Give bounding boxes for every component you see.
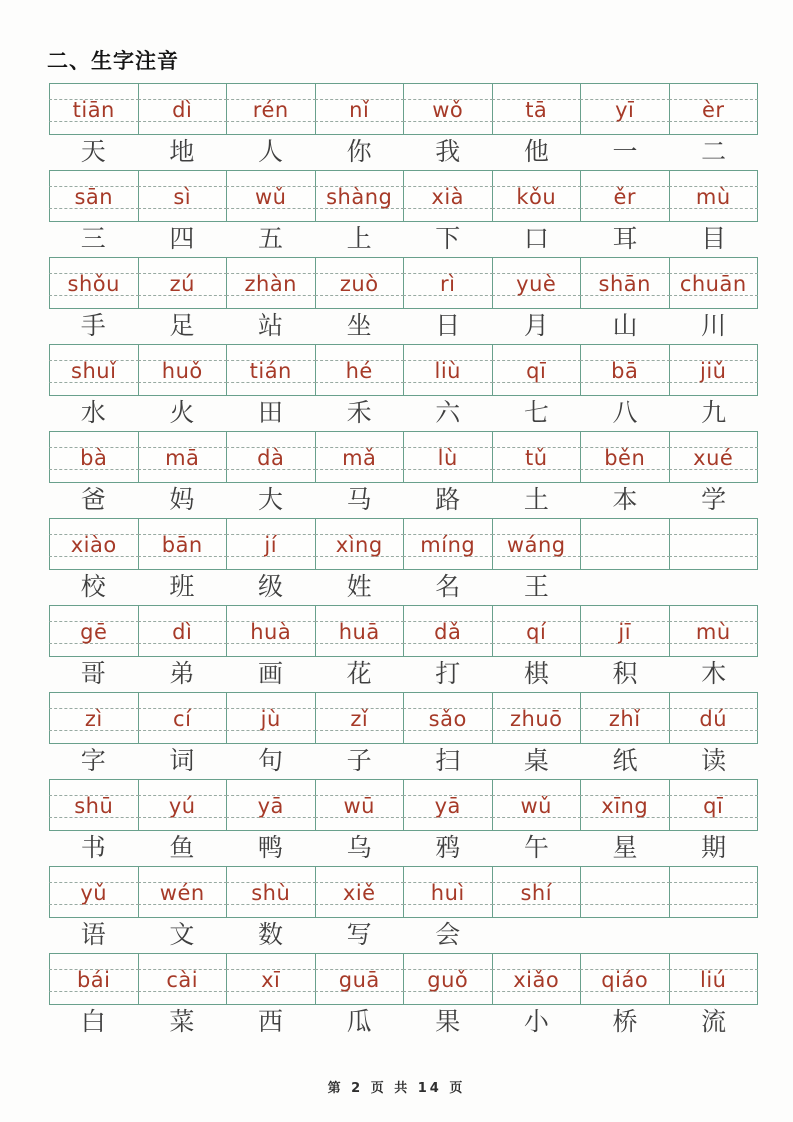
- pinyin-text: yǔ: [80, 881, 108, 905]
- character-cell: 上: [346, 226, 372, 253]
- character-cell: 目: [701, 226, 727, 253]
- character-cell: 学: [701, 487, 727, 514]
- character-row: [49, 222, 758, 257]
- pinyin-cell: [316, 606, 405, 656]
- pinyin-cell: [581, 867, 670, 917]
- character-cell: 八: [612, 400, 638, 427]
- row-unit: [49, 866, 758, 953]
- row-unit: [49, 518, 758, 605]
- pinyin-text: xī: [261, 968, 281, 992]
- pinyin-text: bà: [80, 446, 108, 470]
- pinyin-text: xiào: [70, 533, 117, 557]
- character-cell: [669, 918, 758, 953]
- character-cell: [492, 918, 581, 953]
- pinyin-text: xué: [693, 446, 734, 470]
- pinyin-text: zú: [169, 272, 195, 296]
- pinyin-text: qī: [703, 794, 724, 818]
- character-cell: 一: [612, 139, 638, 166]
- character-row: [49, 744, 758, 779]
- character-cell: 扫: [435, 748, 461, 775]
- pinyin-cell: [493, 606, 582, 656]
- character-cell: 地: [169, 139, 195, 166]
- character-cell: 花: [346, 661, 372, 688]
- pinyin-cell: [139, 954, 228, 1004]
- character-cell: 班: [169, 574, 195, 601]
- character-cell: 口: [523, 226, 549, 253]
- pinyin-text: huà: [250, 620, 292, 644]
- character-cell: 鸭: [258, 835, 284, 862]
- pinyin-cell: [670, 606, 758, 656]
- pinyin-text: yā: [257, 794, 284, 818]
- pinyin-text: liù: [434, 359, 461, 383]
- section-title: 二、生字注音: [47, 50, 179, 73]
- pinyin-cell: [404, 780, 493, 830]
- pinyin-text: běn: [604, 446, 646, 470]
- pinyin-row: [49, 83, 758, 135]
- pinyin-annotation-table: [49, 83, 758, 1040]
- pinyin-text: liú: [700, 968, 727, 992]
- character-cell: 川: [701, 313, 727, 340]
- pinyin-text: zhuō: [510, 707, 563, 731]
- pinyin-cell: [493, 693, 582, 743]
- pinyin-text: zhǐ: [608, 707, 641, 731]
- pinyin-text: hé: [345, 359, 373, 383]
- character-row: [49, 1005, 758, 1040]
- character-row: [49, 135, 758, 170]
- pinyin-cell: [316, 954, 405, 1004]
- character-cell: 写: [346, 922, 372, 949]
- character-cell: 路: [435, 487, 461, 514]
- character-cell: 二: [701, 139, 727, 166]
- row-unit: [49, 170, 758, 257]
- character-cell: 火: [169, 400, 195, 427]
- row-unit: [49, 605, 758, 692]
- pinyin-text: ěr: [613, 185, 637, 209]
- pinyin-text: gē: [80, 620, 108, 644]
- pinyin-text: yú: [168, 794, 196, 818]
- character-cell: 西: [258, 1009, 284, 1036]
- pinyin-text: huā: [338, 620, 380, 644]
- pinyin-cell: [50, 345, 139, 395]
- pinyin-cell: [50, 606, 139, 656]
- pinyin-text: mā: [165, 446, 200, 470]
- pinyin-cell: [581, 519, 670, 569]
- row-unit: [49, 83, 758, 170]
- pinyin-cell: [50, 258, 139, 308]
- pinyin-cell: [581, 954, 670, 1004]
- pinyin-text: guā: [338, 968, 380, 992]
- pinyin-cell: [50, 954, 139, 1004]
- character-row: [49, 570, 758, 605]
- pinyin-text: bān: [161, 533, 203, 557]
- pinyin-cell: [581, 171, 670, 221]
- character-cell: 大: [258, 487, 284, 514]
- pinyin-cell: [493, 780, 582, 830]
- row-unit: [49, 692, 758, 779]
- character-cell: 四: [169, 226, 195, 253]
- character-row: [49, 309, 758, 344]
- character-cell: 妈: [169, 487, 195, 514]
- pinyin-cell: [670, 954, 758, 1004]
- pinyin-cell: [404, 519, 493, 569]
- pinyin-text: dì: [172, 620, 193, 644]
- pinyin-text: shàng: [326, 185, 393, 209]
- pinyin-cell: [50, 171, 139, 221]
- character-cell: 弟: [169, 661, 195, 688]
- pinyin-cell: [316, 345, 405, 395]
- character-cell: 水: [80, 400, 106, 427]
- character-cell: 站: [258, 313, 284, 340]
- character-cell: 词: [169, 748, 195, 775]
- pinyin-text: wǒ: [432, 98, 464, 122]
- character-row: [49, 918, 758, 953]
- pinyin-cell: [227, 171, 316, 221]
- pinyin-text: sǎo: [428, 707, 467, 731]
- pinyin-text: wū: [343, 794, 375, 818]
- character-cell: 流: [701, 1009, 727, 1036]
- pinyin-text: shǒu: [67, 272, 120, 296]
- pinyin-cell: [670, 432, 758, 482]
- pinyin-text: bái: [76, 968, 111, 992]
- pinyin-cell: [404, 258, 493, 308]
- pinyin-cell: [493, 432, 582, 482]
- pinyin-text: wáng: [506, 533, 566, 557]
- pinyin-cell: [581, 693, 670, 743]
- pinyin-text: jī: [618, 620, 632, 644]
- character-cell: 语: [80, 922, 106, 949]
- character-cell: 手: [80, 313, 106, 340]
- pinyin-cell: [493, 867, 582, 917]
- character-cell: 月: [523, 313, 549, 340]
- pinyin-text: dǎ: [434, 620, 462, 644]
- character-cell: 桌: [523, 748, 549, 775]
- pinyin-text: chuān: [679, 272, 747, 296]
- pinyin-text: qí: [526, 620, 547, 644]
- character-cell: 句: [258, 748, 284, 775]
- character-cell: 七: [523, 400, 549, 427]
- pinyin-text: jù: [260, 707, 281, 731]
- pinyin-text: shí: [520, 881, 553, 905]
- pinyin-cell: [316, 693, 405, 743]
- pinyin-text: shū: [74, 794, 114, 818]
- pinyin-cell: [581, 258, 670, 308]
- pinyin-row: [49, 605, 758, 657]
- pinyin-cell: [404, 867, 493, 917]
- pinyin-cell: [404, 693, 493, 743]
- character-cell: 桥: [612, 1009, 638, 1036]
- pinyin-cell: [581, 84, 670, 134]
- character-cell: 禾: [346, 400, 372, 427]
- pinyin-cell: [316, 84, 405, 134]
- pinyin-text: cài: [166, 968, 199, 992]
- character-cell: 哥: [80, 661, 106, 688]
- pinyin-cell: [404, 606, 493, 656]
- character-cell: 三: [80, 226, 106, 253]
- pinyin-cell: [139, 258, 228, 308]
- pinyin-text: yuè: [516, 272, 557, 296]
- pinyin-text: tiān: [72, 98, 115, 122]
- pinyin-text: wén: [159, 881, 205, 905]
- character-cell: 五: [258, 226, 284, 253]
- pinyin-cell: [50, 780, 139, 830]
- character-cell: 积: [612, 661, 638, 688]
- pinyin-cell: [670, 171, 758, 221]
- pinyin-cell: [139, 867, 228, 917]
- character-cell: 校: [80, 574, 106, 601]
- pinyin-cell: [404, 171, 493, 221]
- character-cell: 田: [258, 400, 284, 427]
- pinyin-cell: [139, 345, 228, 395]
- character-cell: 土: [523, 487, 549, 514]
- pinyin-text: sān: [74, 185, 114, 209]
- character-cell: 耳: [612, 226, 638, 253]
- pinyin-text: huǒ: [161, 359, 203, 383]
- pinyin-text: qiáo: [601, 968, 649, 992]
- character-cell: 名: [435, 574, 461, 601]
- pinyin-cell: [227, 606, 316, 656]
- pinyin-cell: [227, 780, 316, 830]
- character-cell: 姓: [346, 574, 372, 601]
- pinyin-text: tǔ: [524, 446, 548, 470]
- character-cell: 日: [435, 313, 461, 340]
- character-cell: 读: [701, 748, 727, 775]
- pinyin-cell: [670, 345, 758, 395]
- pinyin-text: shù: [251, 881, 291, 905]
- character-cell: 本: [612, 487, 638, 514]
- pinyin-row: [49, 953, 758, 1005]
- row-unit: [49, 344, 758, 431]
- character-cell: 棋: [523, 661, 549, 688]
- character-cell: 文: [169, 922, 195, 949]
- pinyin-text: rì: [440, 272, 456, 296]
- character-cell: [669, 570, 758, 605]
- character-cell: 九: [701, 400, 727, 427]
- character-cell: [581, 570, 670, 605]
- pinyin-cell: [316, 258, 405, 308]
- pinyin-text: bā: [611, 359, 639, 383]
- character-cell: 期: [701, 835, 727, 862]
- character-cell: 下: [435, 226, 461, 253]
- pinyin-cell: [50, 84, 139, 134]
- character-cell: [581, 918, 670, 953]
- pinyin-text: guǒ: [427, 968, 469, 992]
- pinyin-cell: [581, 432, 670, 482]
- pinyin-text: dà: [257, 446, 285, 470]
- character-cell: 小: [523, 1009, 549, 1036]
- pinyin-cell: [670, 258, 758, 308]
- pinyin-cell: [670, 84, 758, 134]
- pinyin-row: [49, 779, 758, 831]
- pinyin-cell: [227, 693, 316, 743]
- page-number-footer: 第 2 页 共 14 页: [327, 1081, 466, 1096]
- pinyin-cell: [227, 432, 316, 482]
- row-unit: [49, 953, 758, 1040]
- pinyin-cell: [50, 693, 139, 743]
- row-unit: [49, 257, 758, 344]
- character-cell: 星: [612, 835, 638, 862]
- pinyin-cell: [50, 432, 139, 482]
- pinyin-cell: [227, 867, 316, 917]
- pinyin-text: tián: [249, 359, 292, 383]
- character-cell: 他: [523, 139, 549, 166]
- pinyin-cell: [493, 171, 582, 221]
- pinyin-row: [49, 170, 758, 222]
- character-cell: 字: [80, 748, 106, 775]
- pinyin-cell: [316, 780, 405, 830]
- pinyin-cell: [316, 519, 405, 569]
- character-row: [49, 483, 758, 518]
- character-cell: 鸦: [435, 835, 461, 862]
- pinyin-text: lù: [437, 446, 458, 470]
- pinyin-text: wǔ: [255, 185, 287, 209]
- character-cell: 天: [80, 139, 106, 166]
- character-cell: 白: [80, 1009, 106, 1036]
- pinyin-text: sì: [173, 185, 192, 209]
- character-cell: 瓜: [346, 1009, 372, 1036]
- pinyin-text: cí: [173, 707, 192, 731]
- pinyin-cell: [316, 867, 405, 917]
- pinyin-cell: [493, 519, 582, 569]
- character-cell: 爸: [80, 487, 106, 514]
- pinyin-row: [49, 431, 758, 483]
- character-cell: 数: [258, 922, 284, 949]
- pinyin-row: [49, 257, 758, 309]
- pinyin-text: xīng: [601, 794, 649, 818]
- pinyin-cell: [404, 954, 493, 1004]
- pinyin-text: jí: [264, 533, 278, 557]
- pinyin-text: shān: [598, 272, 651, 296]
- character-cell: 人: [258, 139, 284, 166]
- character-cell: 六: [435, 400, 461, 427]
- pinyin-cell: [227, 954, 316, 1004]
- pinyin-row: [49, 518, 758, 570]
- pinyin-cell: [581, 780, 670, 830]
- pinyin-cell: [227, 519, 316, 569]
- character-cell: 午: [523, 835, 549, 862]
- pinyin-row: [49, 692, 758, 744]
- pinyin-cell: [493, 345, 582, 395]
- pinyin-text: zì: [84, 707, 103, 731]
- character-cell: 马: [346, 487, 372, 514]
- pinyin-text: shuǐ: [71, 359, 117, 383]
- character-cell: 你: [346, 139, 372, 166]
- pinyin-cell: [670, 867, 758, 917]
- pinyin-cell: [670, 519, 758, 569]
- pinyin-cell: [139, 432, 228, 482]
- pinyin-cell: [404, 432, 493, 482]
- pinyin-cell: [139, 693, 228, 743]
- pinyin-cell: [404, 84, 493, 134]
- pinyin-cell: [493, 84, 582, 134]
- pinyin-text: qī: [526, 359, 547, 383]
- pinyin-text: tā: [525, 98, 548, 122]
- pinyin-cell: [227, 84, 316, 134]
- pinyin-text: xiě: [342, 881, 376, 905]
- pinyin-cell: [50, 519, 139, 569]
- character-cell: 山: [612, 313, 638, 340]
- pinyin-cell: [50, 867, 139, 917]
- character-row: [49, 396, 758, 431]
- pinyin-cell: [139, 780, 228, 830]
- pinyin-text: rén: [252, 98, 289, 122]
- pinyin-row: [49, 866, 758, 918]
- pinyin-text: xiǎo: [513, 968, 560, 992]
- row-unit: [49, 779, 758, 866]
- pinyin-text: yī: [615, 98, 635, 122]
- pinyin-text: mǎ: [342, 446, 377, 470]
- character-cell: 打: [435, 661, 461, 688]
- pinyin-cell: [581, 345, 670, 395]
- pinyin-cell: [316, 171, 405, 221]
- pinyin-cell: [227, 258, 316, 308]
- pinyin-text: èr: [701, 98, 725, 122]
- character-row: [49, 657, 758, 692]
- character-cell: 子: [346, 748, 372, 775]
- pinyin-text: dú: [699, 707, 728, 731]
- pinyin-text: dì: [172, 98, 193, 122]
- pinyin-cell: [139, 171, 228, 221]
- pinyin-text: míng: [420, 533, 476, 557]
- character-cell: 鱼: [169, 835, 195, 862]
- pinyin-text: mù: [695, 620, 731, 644]
- character-cell: 菜: [169, 1009, 195, 1036]
- row-unit: [49, 431, 758, 518]
- pinyin-text: xìng: [335, 533, 383, 557]
- character-cell: 书: [80, 835, 106, 862]
- character-cell: 我: [435, 139, 461, 166]
- character-cell: 木: [701, 661, 727, 688]
- pinyin-text: mù: [695, 185, 731, 209]
- character-cell: 纸: [612, 748, 638, 775]
- pinyin-cell: [493, 954, 582, 1004]
- pinyin-cell: [581, 606, 670, 656]
- pinyin-cell: [227, 345, 316, 395]
- character-cell: 乌: [346, 835, 372, 862]
- pinyin-cell: [139, 84, 228, 134]
- pinyin-text: jiǔ: [700, 359, 727, 383]
- pinyin-row: [49, 344, 758, 396]
- pinyin-cell: [670, 780, 758, 830]
- pinyin-cell: [493, 258, 582, 308]
- pinyin-text: wǔ: [520, 794, 552, 818]
- character-cell: 坐: [346, 313, 372, 340]
- pinyin-text: nǐ: [349, 98, 370, 122]
- pinyin-text: zǐ: [350, 707, 369, 731]
- character-cell: 王: [523, 574, 549, 601]
- pinyin-text: yā: [434, 794, 461, 818]
- pinyin-text: xià: [431, 185, 465, 209]
- pinyin-cell: [316, 432, 405, 482]
- pinyin-text: huì: [430, 881, 465, 905]
- pinyin-text: kǒu: [516, 185, 557, 209]
- character-cell: 果: [435, 1009, 461, 1036]
- pinyin-cell: [139, 519, 228, 569]
- pinyin-text: zhàn: [244, 272, 297, 296]
- pinyin-cell: [139, 606, 228, 656]
- character-row: [49, 831, 758, 866]
- pinyin-text: zuò: [339, 272, 379, 296]
- pinyin-cell: [670, 693, 758, 743]
- character-cell: 画: [258, 661, 284, 688]
- character-cell: 级: [258, 574, 284, 601]
- pinyin-cell: [404, 345, 493, 395]
- character-cell: 足: [169, 313, 195, 340]
- character-cell: 会: [435, 922, 461, 949]
